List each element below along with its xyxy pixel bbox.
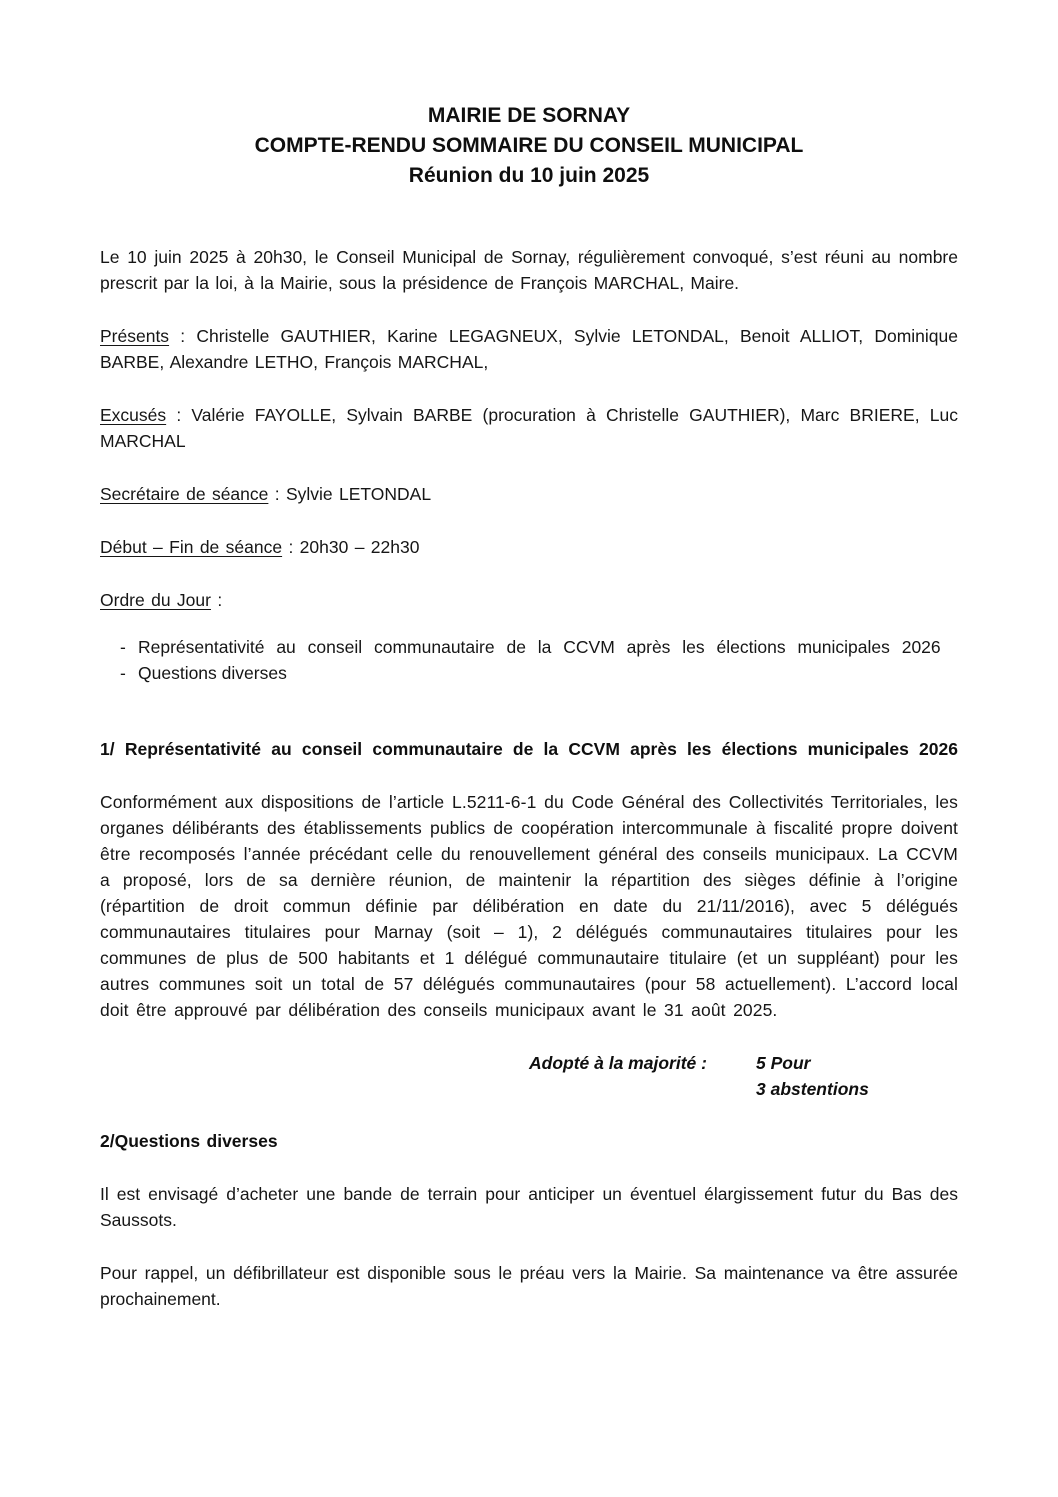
votes-for: 5 Pour — [756, 1053, 811, 1073]
intro-paragraph: Le 10 juin 2025 à 20h30, le Conseil Municipal de Sornay, régulièrement convoqué, s’est réuni au nombre prescrit par la loi, à la Mairie, sous la présidence de François MARCHAL, Maire. — [100, 247, 958, 293]
agenda-item-text: Représentativité au conseil communautaire de la CCVM après les élections municipales 2026 — [138, 637, 941, 657]
document-title — [100, 101, 958, 191]
section-2-paragraph-2: Pour rappel, un défibrillateur est disponible sous le préau vers la Mairie. Sa maintenance va être assurée prochainement. — [100, 1263, 958, 1309]
session-times-line — [100, 534, 958, 560]
title-line-document-type: COMPTE-RENDU SOMMAIRE DU CONSEIL MUNICIPAL — [254, 134, 804, 157]
section-2-heading: 2/Questions diverses — [100, 1131, 278, 1151]
section-2-paragraph-1: Il est envisagé d’acheter une bande de terrain pour anticiper un éventuel élargissement futur du Bas des Saussots. — [100, 1184, 958, 1230]
title-line-organization: MAIRIE DE SORNAY — [427, 104, 631, 127]
session-times-value: : 20h30 – 22h30 — [282, 537, 420, 557]
agenda-item — [100, 634, 958, 660]
secretary-name: : Sylvie LETONDAL — [268, 484, 432, 504]
excuses-label: Excusés — [100, 405, 167, 425]
decision-label: Adopté à la majorité : — [529, 1053, 707, 1073]
excuses-names: : Valérie FAYOLLE, Sylvain BARBE (procuration à Christelle GAUTHIER), Marc BRIERE, Luc MARCHAL — [100, 405, 958, 451]
agenda-label: Ordre du Jour — [100, 590, 211, 610]
title-line-meeting-date: Réunion du 10 juin 2025 — [408, 164, 650, 187]
secretary-line — [100, 481, 958, 507]
section-1-body-paragraph: Conformément aux dispositions de l’article L.5211-6-1 du Code Général des Collectivités Territoriales, les organes délibérants des établissements publics de coopération intercommunale à fiscalité propre doivent être recomposés l’année précédant celle du renouvellement général des conseils municipaux. La CCVM a proposé, lors de sa dernière réunion, de maintenir la répartition des sièges définie à l’origine (répartition de droit commun définie par délibération en date du 21/11/2016), avec 5 délégués communautaires titulaires pour Marnay (soit – 1), 2 délégués communautaires titulaires pour les communes de plus de 500 habitants et 1 délégué communautaire titulaire (et un suppléant) pour les autres communes soit un total de 57 délégués communautaires (pour 58 actuellement). L’accord local doit être approuvé par délibération des conseils municipaux avant le 31 août 2025. — [100, 792, 958, 1020]
dash-bullet-icon: - — [120, 637, 126, 657]
presents-line — [100, 323, 958, 375]
decision-block — [100, 1050, 958, 1102]
agenda-item — [100, 660, 958, 686]
agenda-item-text: Questions diverses — [138, 663, 287, 683]
session-times-label: Début – Fin de séance — [100, 537, 283, 557]
presents-names: : Christelle GAUTHIER, Karine LEGAGNEUX, Sylvie LETONDAL, Benoit ALLIOT, Dominique BARBE, Alexandre LETHO, François MARCHAL, — [100, 326, 958, 372]
dash-bullet-icon: - — [120, 663, 126, 683]
section-1-heading: 1/ Représentativité au conseil communautaire de la CCVM après les élections municipales 2026 — [100, 739, 958, 759]
agenda-list — [100, 634, 958, 686]
votes-abstentions: 3 abstentions — [756, 1079, 869, 1099]
excuses-line — [100, 402, 958, 454]
decision-votes — [756, 1050, 869, 1102]
presents-label: Présents — [100, 326, 170, 346]
agenda-label-colon: : — [210, 590, 223, 610]
secretary-label: Secrétaire de séance — [100, 484, 269, 504]
agenda-heading-line — [100, 587, 958, 613]
